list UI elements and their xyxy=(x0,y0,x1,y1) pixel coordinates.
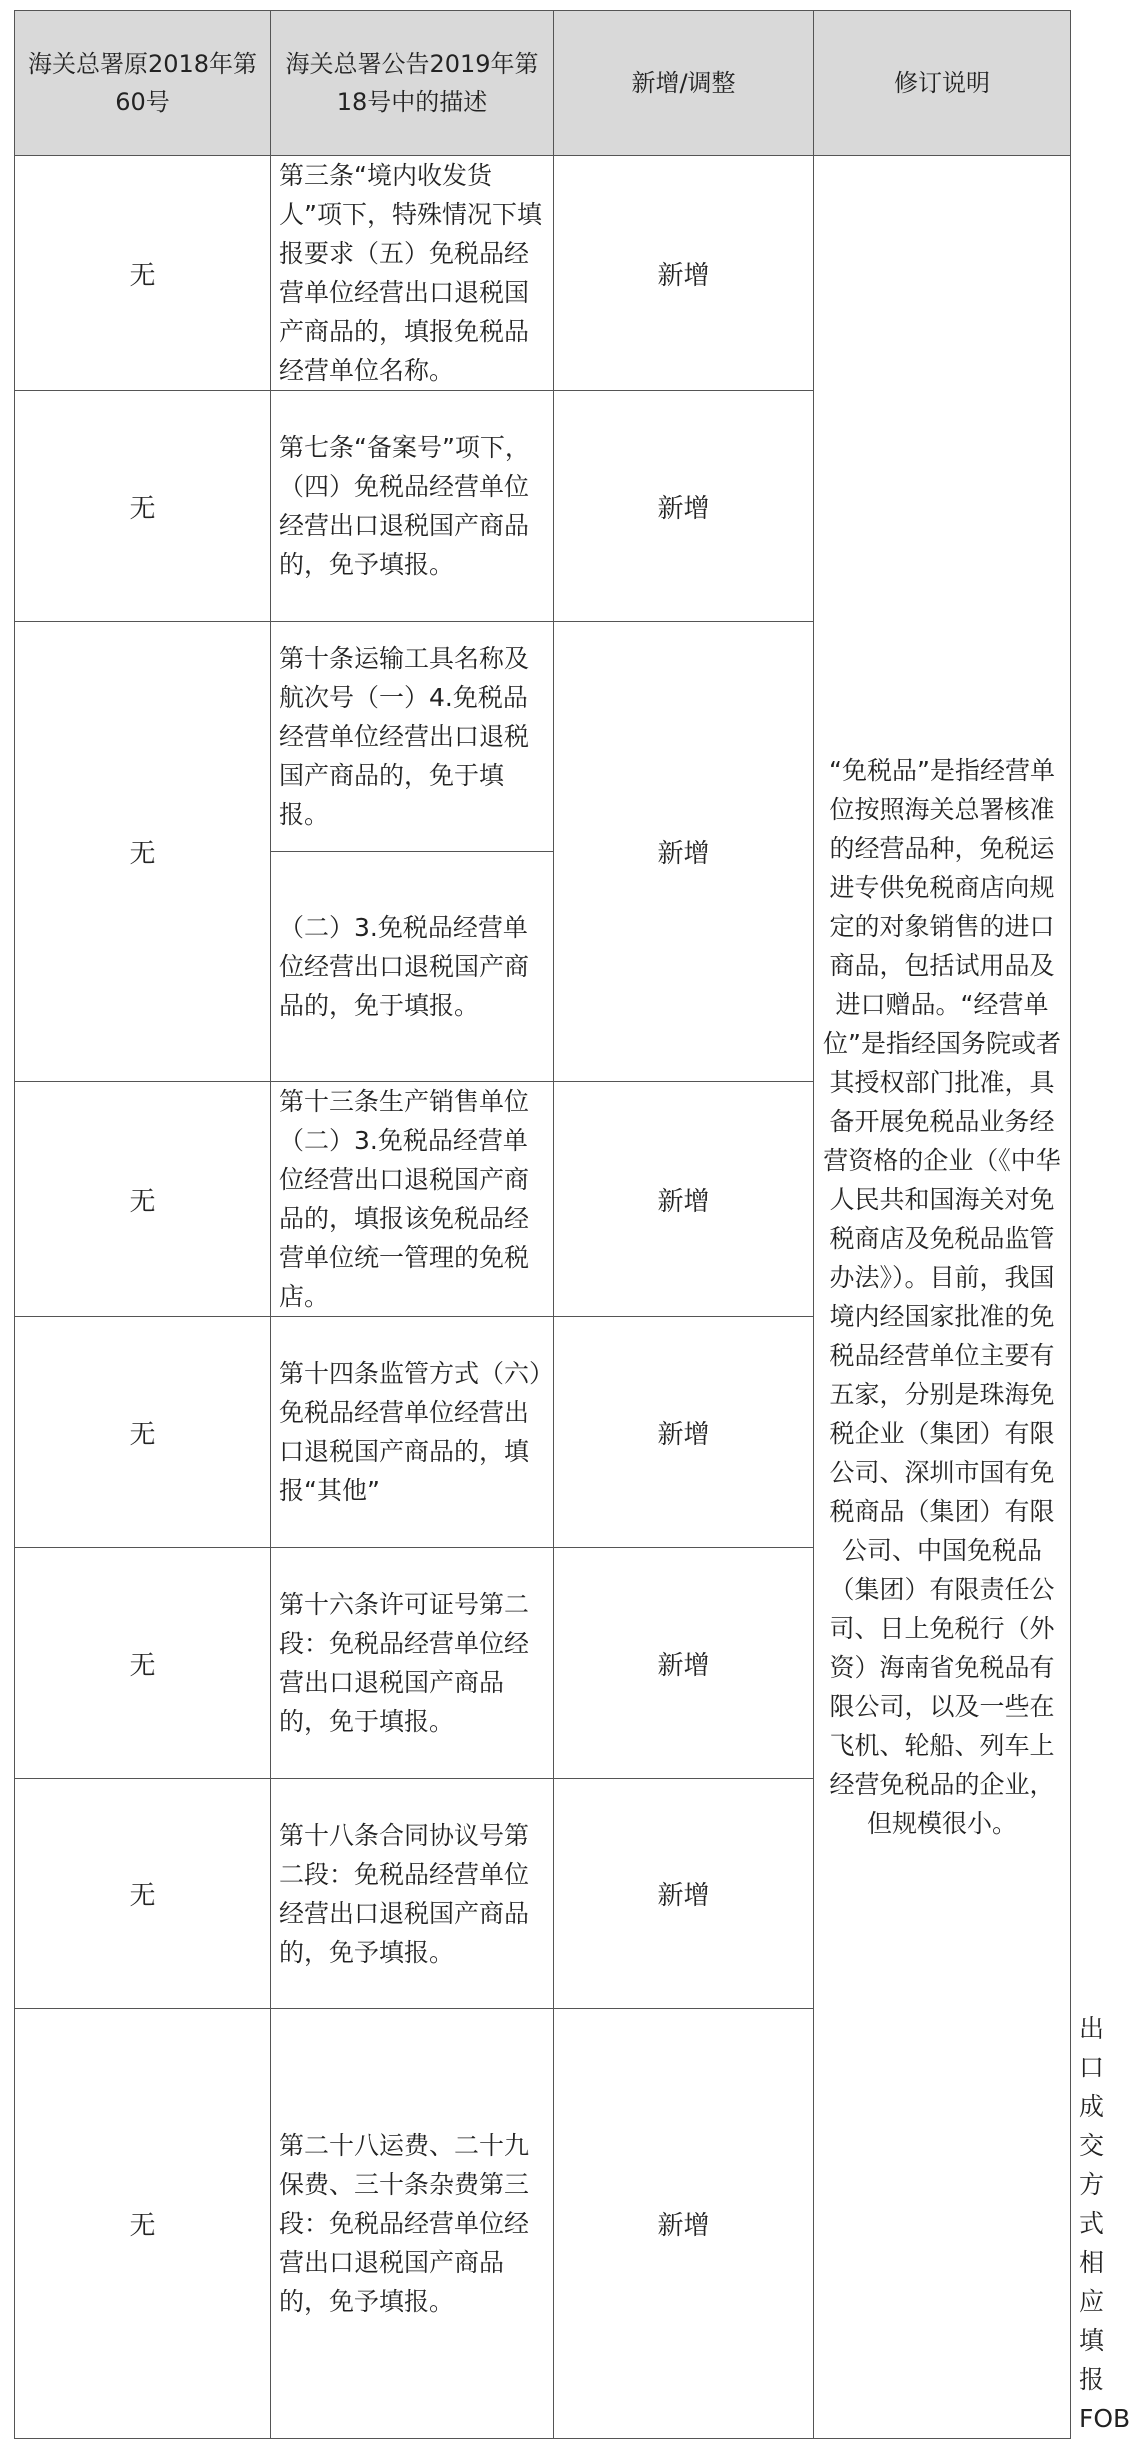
description-cell: 第十四条监管方式（六）免税品经营单位经营出口退税国产商品的，填报“其他” xyxy=(271,1317,554,1548)
description-cell: 第三条“境内收发货人”项下，特殊情况下填报要求（五）免税品经营单位经营出口退税国产商品的，填报免税品经营单位名称。 xyxy=(271,156,554,391)
header-2019-no18-description: 海关总署公告2019年第18号中的描述 xyxy=(271,11,554,156)
original-cell: 无 xyxy=(15,1317,271,1548)
status-cell: 新增 xyxy=(554,1779,814,2009)
description-cell-sub: （二）3.免税品经营单位经营出口退税国产商品的，免于填报。 xyxy=(271,852,554,1082)
description-cell: 第十三条生产销售单位（二）3.免税品经营单位经营出口退税国产商品的，填报该免税品经营单位统一管理的免税店。 xyxy=(271,1082,554,1317)
original-cell: 无 xyxy=(15,1548,271,1779)
original-cell: 无 xyxy=(15,156,271,391)
status-cell: 新增 xyxy=(554,1317,814,1548)
header-original-2018-no60: 海关总署原2018年第60号 xyxy=(15,11,271,156)
original-cell: 无 xyxy=(15,622,271,1082)
description-cell: 第七条“备案号”项下，（四）免税品经营单位经营出口退税国产商品的，免予填报。 xyxy=(271,391,554,622)
original-cell: 无 xyxy=(15,1082,271,1317)
status-cell: 新增 xyxy=(554,1082,814,1317)
description-cell: 第二十八运费、二十九保费、三十条杂费第三段：免税品经营单位经营出口退税国产商品的，免予填报。 xyxy=(271,2009,554,2439)
original-cell: 无 xyxy=(15,1779,271,2009)
status-cell: 新增 xyxy=(554,622,814,1082)
table-header-row xyxy=(15,11,1071,156)
table-row: 无 第二十八运费、二十九保费、三十条杂费第三段：免税品经营单位经营出口退税国产商品的，免予填报。 新增 出口成交方式相应填报 FOB xyxy=(15,2009,1071,2439)
status-cell: 新增 xyxy=(554,391,814,622)
revision-table xyxy=(14,10,1130,2439)
header-revision-note: 修订说明 xyxy=(814,11,1071,156)
description-cell: 第十条运输工具名称及航次号（一）4.免税品经营单位经营出口退税国产商品的，免于填报。 xyxy=(271,622,554,852)
revision-note-main: “免税品”是指经营单位按照海关总署核准的经营品种，免税运进专供免税商店向规定的对象销售的进口商品，包括试用品及进口赠品。“经营单位”是指经国务院或者其授权部门批准，具备开展免税品业务经营资格的企业（《中华人民共和国海关对免税商店及免税品监管办法》）。目前，我国境内经国家批准的免税品经营单位主要有五家，分别是珠海免税企业（集团）有限公司、深圳市国有免税商品（集团）有限公司、中国免税品（集团）有限责任公司、日上免税行（外资）海南省免税品有限公司，以及一些在飞机、轮船、列车上经营免税品的企业，但规模很小。 xyxy=(814,156,1071,2439)
original-cell: 无 xyxy=(15,2009,271,2439)
status-cell: 新增 xyxy=(554,2009,814,2439)
header-added-adjusted: 新增/调整 xyxy=(554,11,814,156)
status-cell: 新增 xyxy=(554,156,814,391)
original-cell: 无 xyxy=(15,391,271,622)
status-cell: 新增 xyxy=(554,1548,814,1779)
description-cell: 第十六条许可证号第二段：免税品经营单位经营出口退税国产商品的，免于填报。 xyxy=(271,1548,554,1779)
description-cell: 第十八条合同协议号第二段：免税品经营单位经营出口退税国产商品的，免予填报。 xyxy=(271,1779,554,2009)
table-row xyxy=(15,156,1071,391)
